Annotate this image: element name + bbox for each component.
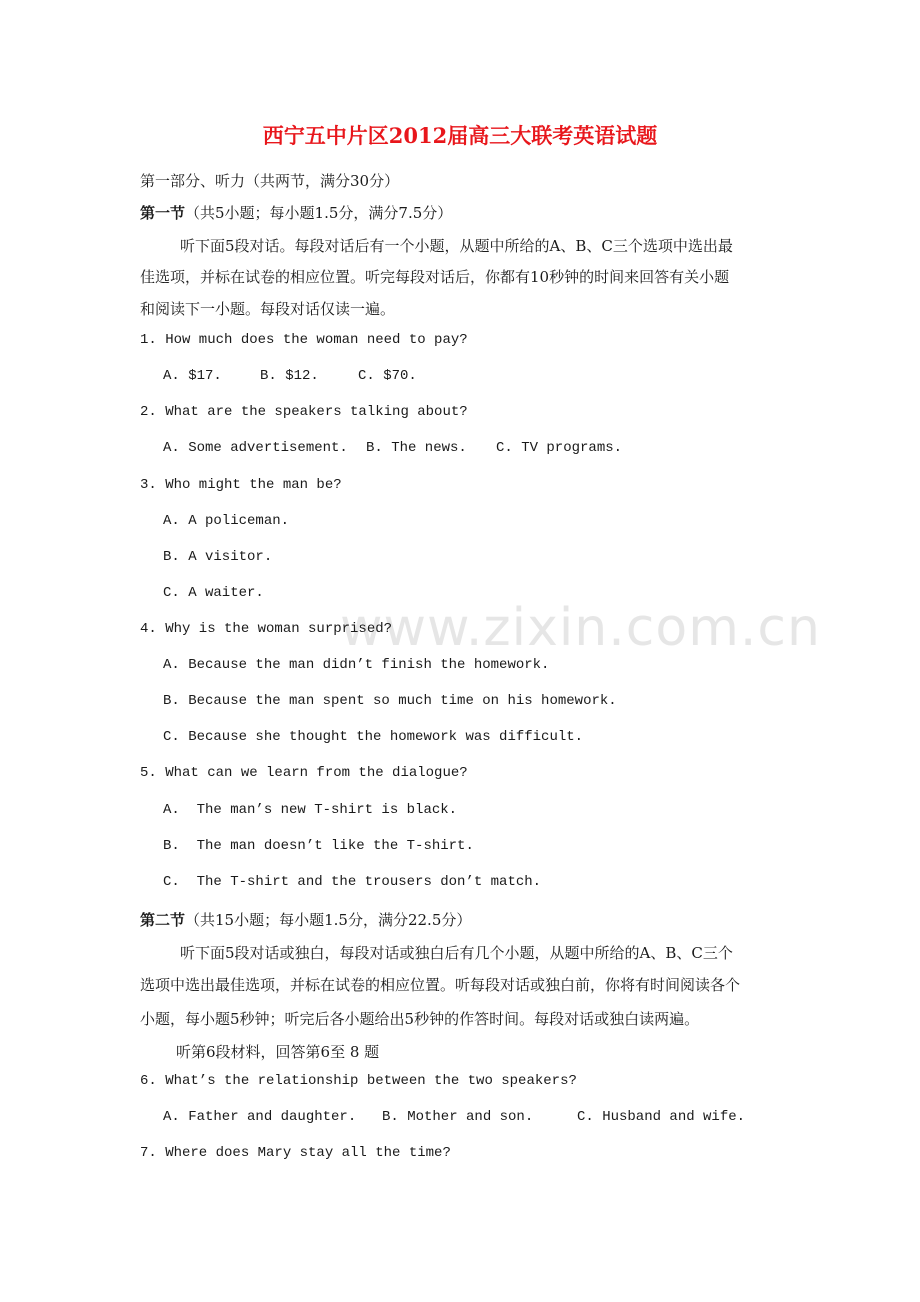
section2-heading — [140, 913, 471, 928]
section1-instruction-line: 听下面5段对话。每段对话后有一个小题，从题中所给的A、B、C三个选项中选出最 — [180, 237, 733, 255]
section1-info: （共5小题；每小题1.5分，满分7.5分） — [185, 204, 453, 222]
question-3-option-a: A. A policeman. — [163, 513, 290, 529]
question-4-option-b: B. Because the man spent so much time on his homework. — [163, 693, 617, 709]
question-1-option-a: A. $17. — [163, 368, 222, 384]
question-3-stem: 3. Who might the man be? — [140, 477, 342, 493]
question-2-stem: 2. What are the speakers talking about? — [140, 404, 468, 420]
section2-instruction-line: 选项中选出最佳选项，并标在试卷的相应位置。听每段对话或独白前，你将有时间阅读各个 — [140, 976, 741, 994]
question-5-option-c: C. The T-shirt and the trousers don’t match. — [163, 874, 542, 890]
part1-heading: 第一部分、听力（共两节，满分30分） — [140, 172, 400, 190]
question-1-stem: 1. How much does the woman need to pay? — [140, 332, 468, 348]
question-2-option-b: B. The news. — [366, 440, 467, 456]
question-6-option-c: C. Husband and wife. — [577, 1109, 746, 1125]
section1-instruction-line: 佳选项，并标在试卷的相应位置。听完每段对话后，你都有10秒钟的时间来回答有关小题 — [140, 268, 730, 286]
question-5-option-a: A. The man’s new T-shirt is black. — [163, 802, 458, 818]
section1-instruction-line: 和阅读下一小题。每段对话仅读一遍。 — [140, 300, 396, 318]
section2-label: 第二节 — [140, 911, 186, 929]
watermark: www.zixin.com.cn — [340, 598, 821, 658]
question-5-stem: 5. What can we learn from the dialogue? — [140, 765, 468, 781]
section2-info: （共15小题；每小题1.5分，满分22.5分） — [185, 911, 472, 929]
question-1-option-c: C. $70. — [358, 368, 417, 384]
question-6-stem: 6. What’s the relationship between the two speakers? — [140, 1073, 577, 1089]
question-2-option-c: C. TV programs. — [496, 440, 623, 456]
question-7-stem: 7. Where does Mary stay all the time? — [140, 1145, 451, 1161]
question-4-option-a: A. Because the man didn’t finish the homework. — [163, 657, 550, 673]
section1-label: 第一节 — [140, 204, 186, 222]
question-3-option-b: B. A visitor. — [163, 549, 273, 565]
question-2-option-a: A. Some advertisement. — [163, 440, 348, 456]
question-5-option-b: B. The man doesn’t like the T-shirt. — [163, 838, 474, 854]
question-3-option-c: C. A waiter. — [163, 585, 264, 601]
section2-instruction-line: 听下面5段对话或独白，每段对话或独白后有几个小题，从题中所给的A、B、C三个 — [180, 944, 733, 962]
section2-instruction-line: 小题，每小题5秒钟；听完后各小题给出5秒钟的作答时间。每段对话或独白读两遍。 — [140, 1010, 700, 1028]
question-4-option-c: C. Because she thought the homework was difficult. — [163, 729, 584, 745]
page-title: 西宁五中片区2012届高三大联考英语试题 — [262, 123, 658, 148]
question-6-option-a: A. Father and daughter. — [163, 1109, 357, 1125]
question-4-stem: 4. Why is the woman surprised? — [140, 621, 393, 637]
material-note: 听第6段材料，回答第6至 8 题 — [176, 1043, 380, 1061]
question-6-option-b: B. Mother and son. — [382, 1109, 534, 1125]
section1-heading — [140, 206, 452, 221]
question-1-option-b: B. $12. — [260, 368, 319, 384]
